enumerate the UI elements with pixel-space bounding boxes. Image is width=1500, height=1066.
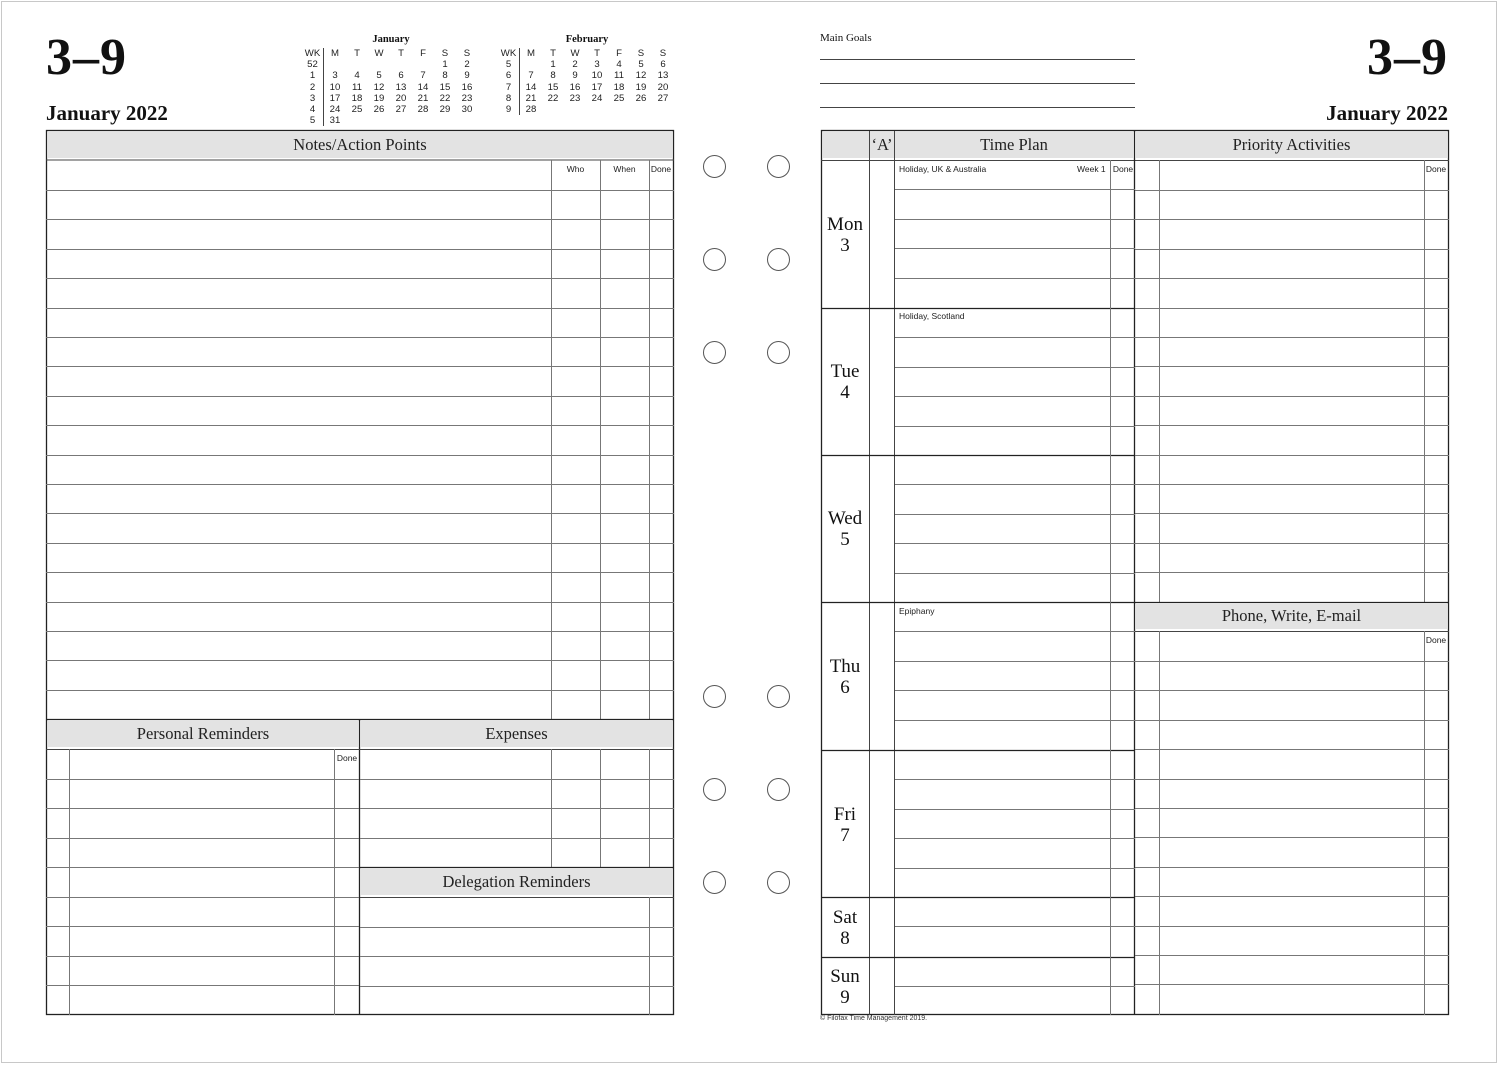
jan-date: 24 — [329, 104, 341, 116]
jan-date: 3 — [332, 70, 338, 82]
jan-date — [412, 59, 434, 70]
jan-date — [390, 115, 412, 126]
jan-date — [368, 115, 390, 126]
time-plan-header: Time Plan — [895, 132, 1133, 158]
jan-date — [456, 115, 478, 126]
feb-weekday-header: S — [637, 48, 645, 59]
jan-date: 4 — [354, 70, 360, 82]
week-number-label: Week 1 — [1077, 164, 1106, 174]
phone-write-email-header: Phone, Write, E-mail — [1136, 603, 1447, 629]
jan-date: 11 — [352, 81, 362, 93]
jan-week-number: 52 — [304, 59, 324, 70]
jan-week-number: 5 — [304, 115, 324, 126]
feb-date: 12 — [635, 70, 647, 82]
notes-action-points-header: Notes/Action Points — [48, 132, 672, 158]
feb-weekday-header: S — [659, 48, 667, 59]
day-number: 8 — [840, 928, 850, 949]
feb-week-number: 9 — [500, 104, 520, 115]
feb-date: 22 — [547, 92, 559, 104]
jan-week-number: 1 — [304, 70, 324, 81]
jan-date — [346, 115, 368, 126]
feb-date: 25 — [613, 92, 625, 104]
feb-date — [586, 104, 608, 115]
feb-date — [520, 59, 542, 70]
jan-weekday-header: W — [374, 48, 384, 59]
feb-date: 14 — [525, 81, 537, 93]
feb-date — [564, 104, 586, 115]
day-number: 9 — [840, 987, 850, 1008]
day-label-sat — [821, 907, 869, 949]
jan-week-number: 2 — [304, 82, 324, 93]
copyright-text: © Filofax Time Management 2019. — [820, 1015, 928, 1022]
jan-date: 14 — [417, 81, 429, 93]
jan-date: 21 — [417, 92, 429, 104]
feb-date — [542, 104, 564, 115]
priority-done-label: Done — [1425, 164, 1447, 174]
jan-date — [412, 115, 434, 126]
jan-date — [434, 115, 456, 126]
notes-done-label: Done — [650, 164, 672, 174]
feb-date: 11 — [614, 70, 624, 82]
feb-date: 5 — [638, 59, 644, 71]
jan-date: 29 — [439, 104, 451, 116]
binder-hole-icon — [767, 248, 790, 271]
binder-hole-icon — [703, 685, 726, 708]
feb-date: 8 — [550, 70, 556, 82]
left-date-range: 3–9 — [46, 29, 127, 86]
jan-date: 12 — [373, 81, 385, 93]
jan-weekday-header: S — [463, 48, 471, 59]
jan-date: 10 — [329, 81, 341, 93]
main-goals-label: Main Goals — [820, 32, 872, 44]
personal-reminders-header: Personal Reminders — [48, 721, 358, 747]
jan-date: 1 — [442, 59, 448, 71]
feb-week-number: 7 — [500, 82, 520, 93]
left-month-year: January 2022 — [46, 101, 168, 125]
jan-date: 13 — [395, 81, 407, 93]
feb-date: 20 — [657, 81, 669, 93]
jan-date: 25 — [351, 104, 363, 116]
right-month-year: January 2022 — [1326, 101, 1448, 125]
day-name: Wed — [827, 508, 863, 529]
day-name: Fri — [833, 804, 857, 825]
jan-date: 17 — [329, 92, 341, 104]
jan-date: 20 — [395, 92, 407, 104]
jan-date: 16 — [461, 81, 473, 93]
binder-hole-icon — [767, 871, 790, 894]
jan-week-number: 3 — [304, 93, 324, 104]
day-name: Tue — [830, 361, 860, 382]
delegation-reminders-header: Delegation Reminders — [361, 869, 672, 895]
day-name: Sun — [830, 966, 860, 987]
jan-weekday-header: F — [420, 48, 426, 59]
time-plan-done-label: Done — [1112, 164, 1134, 174]
day-number: 4 — [840, 382, 850, 403]
day-note-thu: Epiphany — [899, 606, 935, 616]
jan-date: 6 — [398, 70, 404, 82]
jan-weekday-header: WK — [304, 48, 324, 59]
day-label-tue — [821, 361, 869, 403]
feb-week-number: 6 — [500, 70, 520, 81]
feb-weekday-header: F — [616, 48, 622, 59]
day-label-thu — [821, 656, 869, 698]
binder-hole-icon — [703, 248, 726, 271]
jan-date: 18 — [351, 92, 363, 104]
personal-reminders-done-label: Done — [336, 753, 358, 763]
feb-date: 4 — [616, 59, 622, 71]
mini-calendar-february — [500, 48, 674, 115]
feb-weekday-header: T — [550, 48, 556, 59]
feb-week-number: 5 — [500, 59, 520, 70]
feb-date: 10 — [591, 70, 603, 82]
feb-date: 16 — [569, 81, 581, 93]
feb-weekday-header: W — [570, 48, 580, 59]
phone-done-label: Done — [1425, 635, 1447, 645]
jan-date: 15 — [439, 81, 451, 93]
day-number: 5 — [840, 529, 850, 550]
jan-date: 7 — [420, 70, 426, 82]
day-number: 7 — [840, 825, 850, 846]
binder-hole-icon — [703, 341, 726, 364]
feb-weekday-header: WK — [500, 48, 520, 59]
day-number: 6 — [840, 677, 850, 698]
day-label-fri — [821, 804, 869, 846]
feb-weekday-header: M — [527, 48, 535, 59]
feb-week-number: 8 — [500, 93, 520, 104]
jan-date: 27 — [395, 104, 407, 116]
feb-date: 19 — [635, 81, 647, 93]
day-number: 3 — [840, 235, 850, 256]
jan-date: 28 — [417, 104, 429, 116]
day-column-header — [823, 132, 869, 158]
right-date-range: 3–9 — [1367, 29, 1448, 86]
day-note-mon: Holiday, UK & Australia — [899, 164, 987, 174]
jan-date — [390, 59, 412, 70]
binder-hole-icon — [767, 685, 790, 708]
jan-date — [368, 59, 390, 70]
expenses-header: Expenses — [361, 721, 672, 747]
day-name: Sat — [832, 907, 858, 928]
mini-calendar-january — [304, 48, 478, 126]
feb-date: 13 — [657, 70, 669, 82]
jan-week-number: 4 — [304, 104, 324, 115]
jan-date: 23 — [461, 92, 473, 104]
feb-date — [652, 104, 674, 115]
feb-date: 2 — [572, 59, 578, 71]
day-name: Mon — [827, 214, 863, 235]
feb-date: 27 — [657, 92, 669, 104]
day-note-tue: Holiday, Scotland — [899, 311, 965, 321]
binder-hole-icon — [767, 341, 790, 364]
feb-date: 3 — [594, 59, 600, 71]
jan-date: 22 — [439, 92, 451, 104]
a-priority-header: ‘A’ — [870, 132, 894, 158]
day-label-mon — [821, 214, 869, 256]
notes-who-label: Who — [566, 164, 585, 174]
feb-date: 28 — [525, 104, 537, 116]
binder-hole-icon — [703, 778, 726, 801]
jan-date: 2 — [464, 59, 470, 71]
feb-date: 9 — [572, 70, 578, 82]
feb-date — [630, 104, 652, 115]
feb-date: 23 — [569, 92, 581, 104]
jan-date: 5 — [376, 70, 382, 82]
priority-activities-header: Priority Activities — [1136, 132, 1447, 158]
binder-hole-icon — [703, 871, 726, 894]
jan-date: 31 — [329, 115, 341, 127]
jan-weekday-header: S — [441, 48, 449, 59]
binder-hole-icon — [703, 155, 726, 178]
day-label-sun — [821, 966, 869, 1008]
binder-hole-icon — [767, 778, 790, 801]
feb-date: 24 — [591, 92, 603, 104]
mini-calendar-february-title: February — [565, 34, 609, 45]
jan-date: 8 — [442, 70, 448, 82]
feb-date: 17 — [591, 81, 603, 93]
notes-when-label: When — [613, 164, 636, 174]
jan-date: 9 — [464, 70, 470, 82]
day-label-wed — [821, 508, 869, 550]
mini-calendar-january-title: January — [372, 34, 410, 45]
day-name: Thu — [829, 656, 861, 677]
feb-date: 7 — [528, 70, 534, 82]
jan-date: 26 — [373, 104, 385, 116]
feb-date: 21 — [525, 92, 537, 104]
feb-date: 15 — [547, 81, 559, 93]
binder-hole-icon — [767, 155, 790, 178]
feb-date — [608, 104, 630, 115]
feb-date: 1 — [550, 59, 556, 71]
jan-weekday-header: T — [354, 48, 360, 59]
feb-date: 18 — [613, 81, 625, 93]
jan-weekday-header: M — [331, 48, 339, 59]
jan-date — [346, 59, 368, 70]
jan-date: 30 — [461, 104, 473, 116]
jan-weekday-header: T — [398, 48, 404, 59]
jan-date: 19 — [373, 92, 385, 104]
feb-date: 6 — [660, 59, 666, 71]
feb-date: 26 — [635, 92, 647, 104]
jan-date — [324, 59, 346, 70]
feb-weekday-header: T — [594, 48, 600, 59]
